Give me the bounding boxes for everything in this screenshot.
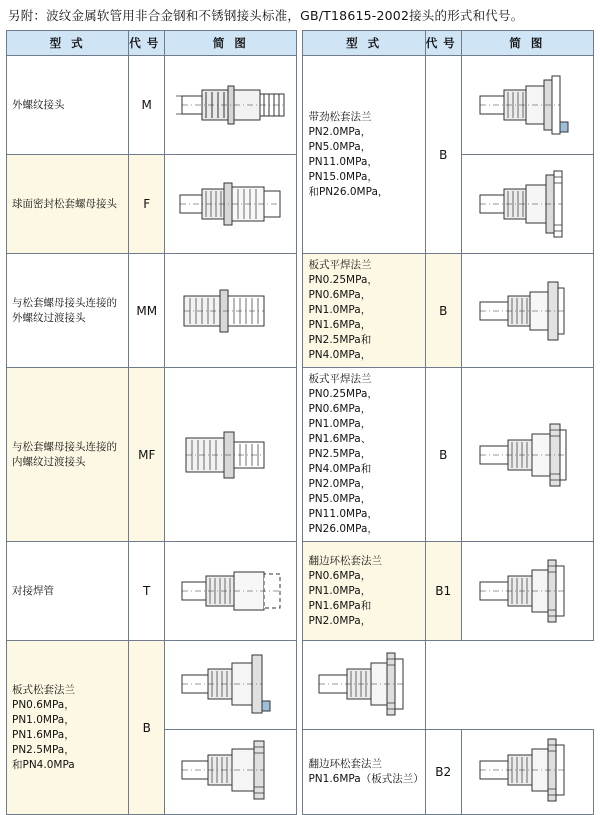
figure-cell	[461, 254, 593, 368]
figure-cell	[461, 542, 593, 641]
figure-cell	[461, 368, 593, 542]
table-row	[7, 56, 594, 155]
figure-cell	[165, 641, 297, 730]
spherical-union-nut-connector-icon	[168, 161, 294, 247]
type-cell: 对接焊管	[7, 542, 129, 641]
header-type-right: 型 式	[303, 31, 425, 56]
ribbed-loose-flange-icon-2	[464, 161, 590, 247]
code-cell: MF	[129, 368, 165, 542]
type-cell: 与松套螺母接头连接的内螺纹过渡接头	[7, 368, 129, 542]
figure-cell	[165, 542, 297, 641]
page-title: 另附：波纹金属软管用非合金钢和不锈钢接头标准，GB/T18615-2002接头的形式和代号。	[8, 8, 524, 23]
butt-weld-pipe-icon	[168, 548, 294, 634]
figure-cell	[303, 641, 425, 730]
header-figure-right: 简 图	[461, 31, 593, 56]
code-cell: T	[129, 542, 165, 641]
figure-cell	[165, 155, 297, 254]
header-code-left: 代号	[129, 31, 165, 56]
ribbed-loose-flange-icon	[464, 62, 590, 148]
header-figure-left: 简 图	[165, 31, 297, 56]
type-cell: 板式平焊法兰 PN0.25MPa，PN0.6MPa， PN1.0MPa，PN1.6MPa， PN2.5MPa和PN4.0MPa，	[303, 254, 425, 368]
code-cell: MM	[129, 254, 165, 368]
figure-cell	[165, 56, 297, 155]
plate-loose-flange-icon-2	[168, 731, 294, 813]
code-cell: B	[129, 641, 165, 815]
male-transition-connector-icon	[168, 266, 294, 356]
type-cell: 与松套螺母接头连接的外螺纹过渡接头	[7, 254, 129, 368]
lap-joint-flange-icon-2	[303, 643, 429, 727]
female-transition-connector-icon	[168, 410, 294, 500]
code-cell: B	[425, 368, 461, 542]
threaded-male-connector-icon	[168, 62, 294, 148]
figure-cell	[165, 254, 297, 368]
type-cell: 翻边环松套法兰 PN1.6MPa（板式法兰）	[303, 730, 425, 815]
figure-cell	[461, 155, 593, 254]
figure-cell	[165, 368, 297, 542]
type-cell: 球面密封松套螺母接头	[7, 155, 129, 254]
plate-welding-flange-a-icon	[464, 266, 590, 356]
plate-welding-flange-b-icon	[464, 410, 590, 500]
header-type-left: 型 式	[7, 31, 129, 56]
code-cell: B1	[425, 542, 461, 641]
code-cell: B	[425, 56, 461, 254]
code-cell: F	[129, 155, 165, 254]
header-code-right: 代号	[425, 31, 461, 56]
lap-joint-flange-plate-icon	[464, 731, 590, 813]
figure-cell	[165, 730, 297, 815]
type-cell: 板式平焊法兰 PN0.25MPa，PN0.6MPa， PN1.0MPa，PN1.6MPa、 PN2.5MPa，PN4.0MPa和 PN2.0MPa，PN5.0MPa， PN11.0MPa，PN26.0MPa，	[303, 368, 425, 542]
figure-cell	[461, 56, 593, 155]
type-cell: 翻边环松套法兰 PN0.6MPa，PN1.0MPa， PN1.6MPa和PN2.0MPa，	[303, 542, 425, 641]
plate-loose-flange-icon	[168, 643, 294, 727]
figure-cell	[461, 730, 593, 815]
code-cell: M	[129, 56, 165, 155]
type-cell: 带劲松套法兰 PN2.0MPa，PN5.0MPa， PN11.0MPa，PN15.0MPa， 和PN26.0MPa，	[303, 56, 425, 254]
code-cell: B	[425, 254, 461, 368]
table-header-row	[7, 31, 594, 56]
lap-joint-flange-icon	[464, 548, 590, 634]
type-cell: 外螺纹接头	[7, 56, 129, 155]
code-cell: B2	[425, 730, 461, 815]
type-cell: 板式松套法兰 PN0.6MPa，PN1.0MPa， PN1.6MPa，PN2.5MPa， 和PN4.0MPa	[7, 641, 129, 815]
fitting-standard-table	[6, 30, 594, 815]
